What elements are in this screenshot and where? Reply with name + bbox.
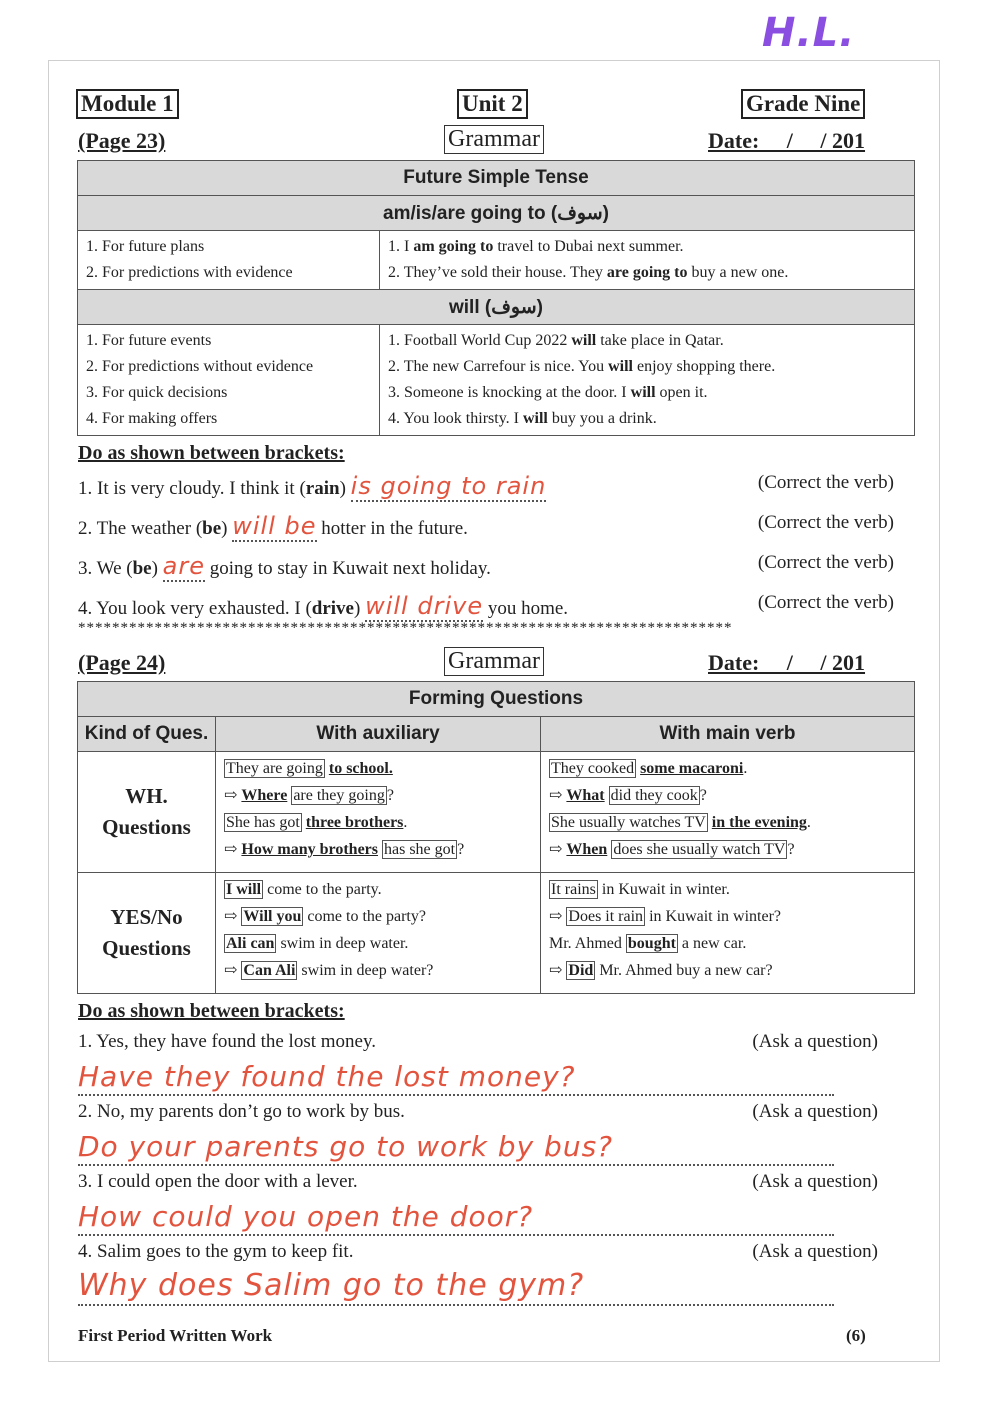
exercise2-question: 1. Yes, they have found the lost money. [78, 1031, 376, 1052]
subject-label: Grammar [444, 125, 544, 154]
table2-title: Forming Questions [78, 682, 915, 717]
going-to-examples: 1. I am going to travel to Dubai next summer. 2. They’ve sold their house. They are going to buy a new one. [380, 231, 915, 290]
col-aux: With auxiliary [216, 717, 541, 752]
exercise1-item: 2. The weather (be) will be hotter in the future. [78, 512, 468, 540]
answer-line[interactable]: Have they found the lost money? [78, 1060, 834, 1096]
exercise2-instruction: (Ask a question) [752, 1241, 878, 1262]
answer-line[interactable]: How could you open the door? [78, 1200, 834, 1236]
answer-line[interactable]: Why does Salim go to the gym? [78, 1268, 834, 1306]
exercise2-instruction: (Ask a question) [752, 1031, 878, 1052]
will-uses: 1. For future events 2. For predictions without evidence 3. For quick decisions 4. For making offers [78, 325, 380, 436]
table-title: Future Simple Tense [78, 161, 915, 196]
exercise1-instruction: (Correct the verb) [757, 512, 894, 533]
exercise1-item: 3. We (be) are going to stay in Kuwait next holiday. [78, 552, 491, 580]
page-number-23: (Page 23) [78, 128, 166, 153]
will-heading: will (سوف) [78, 290, 915, 325]
date-field-2: Date: / / 201 [708, 650, 866, 675]
wh-main-examples: They cooked some macaroni. ⇨ What did they cook ? She usually watches TV in the evening. ⇨ When does she usually watch TV ? [541, 752, 915, 873]
exercise2-instruction: (Ask a question) [752, 1101, 878, 1122]
yn-main-examples: It rains in Kuwait in winter. ⇨ Does it rain in Kuwait in winter? Mr. Ahmed bought a new car. ⇨ Did Mr. Ahmed buy a new car? [541, 873, 915, 994]
wh-aux-examples: They are going to school. ⇨ Where are they going ? She has got three brothers. ⇨ How many brothers has she got ? [216, 752, 541, 873]
going-to-uses: 1. For future plans 2. For predictions with evidence [78, 231, 380, 290]
exercise1-instruction: (Correct the verb) [757, 592, 894, 613]
exercise2-question: 4. Salim goes to the gym to keep fit. [78, 1241, 354, 1262]
answer-text[interactable]: are [162, 552, 206, 580]
will-examples: 1. Football World Cup 2022 will take place in Qatar. 2. The new Carrefour is nice. You will enjoy shopping there. 3. Someone is knocking at the door. I will open it. 4. You look thirsty. I will buy you a drink. [380, 325, 915, 436]
module-label: Module 1 [76, 89, 179, 119]
yn-aux-examples: I will come to the party. ⇨ Will you come to the party? Ali can swim in deep water. ⇨ Can Ali swim in deep water? [216, 873, 541, 994]
unit-label: Unit 2 [457, 89, 528, 119]
footer-left: First Period Written Work [78, 1326, 273, 1345]
exercise1-instruction: (Correct the verb) [757, 552, 894, 573]
answer-text[interactable]: will drive [365, 592, 484, 620]
yn-label: YES/No Questions [78, 873, 216, 994]
exercise2-heading: Do as shown between brackets: [78, 1000, 345, 1022]
page-number: (6) [846, 1326, 866, 1345]
page-number-24: (Page 24) [78, 650, 166, 675]
answer-text[interactable]: will be [232, 512, 317, 540]
answer-text[interactable]: is going to rain [350, 472, 547, 500]
going-to-heading: am/is/are going to (سوف) [78, 196, 915, 231]
grade-label: Grade Nine [741, 89, 865, 119]
exercise1-heading: Do as shown between brackets: [78, 442, 345, 464]
exercise1-item: 1. It is very cloudy. I think it (rain) is going to rain [78, 472, 547, 500]
answer-line[interactable]: Do your parents go to work by bus? [78, 1130, 834, 1166]
future-tense-table [77, 160, 915, 436]
exercise2-question: 3. I could open the door with a lever. [78, 1171, 358, 1192]
col-main: With main verb [541, 717, 915, 752]
questions-table [77, 681, 915, 994]
subject-label-2: Grammar [444, 647, 544, 676]
corner-mark: H.L. [762, 10, 856, 56]
exercise1-instruction: (Correct the verb) [757, 472, 894, 493]
exercise2-question: 2. No, my parents don’t go to work by bus. [78, 1101, 405, 1122]
exercise2-instruction: (Ask a question) [752, 1171, 878, 1192]
exercise1-item: 4. You look very exhausted. I (drive) will drive you home. [78, 592, 569, 620]
separator-stars: ***************************************************************************** [78, 620, 733, 636]
wh-label: WH. Questions [78, 752, 216, 873]
date-field: Date: / / 201 [708, 128, 866, 153]
col-kind: Kind of Ques. [78, 717, 216, 752]
